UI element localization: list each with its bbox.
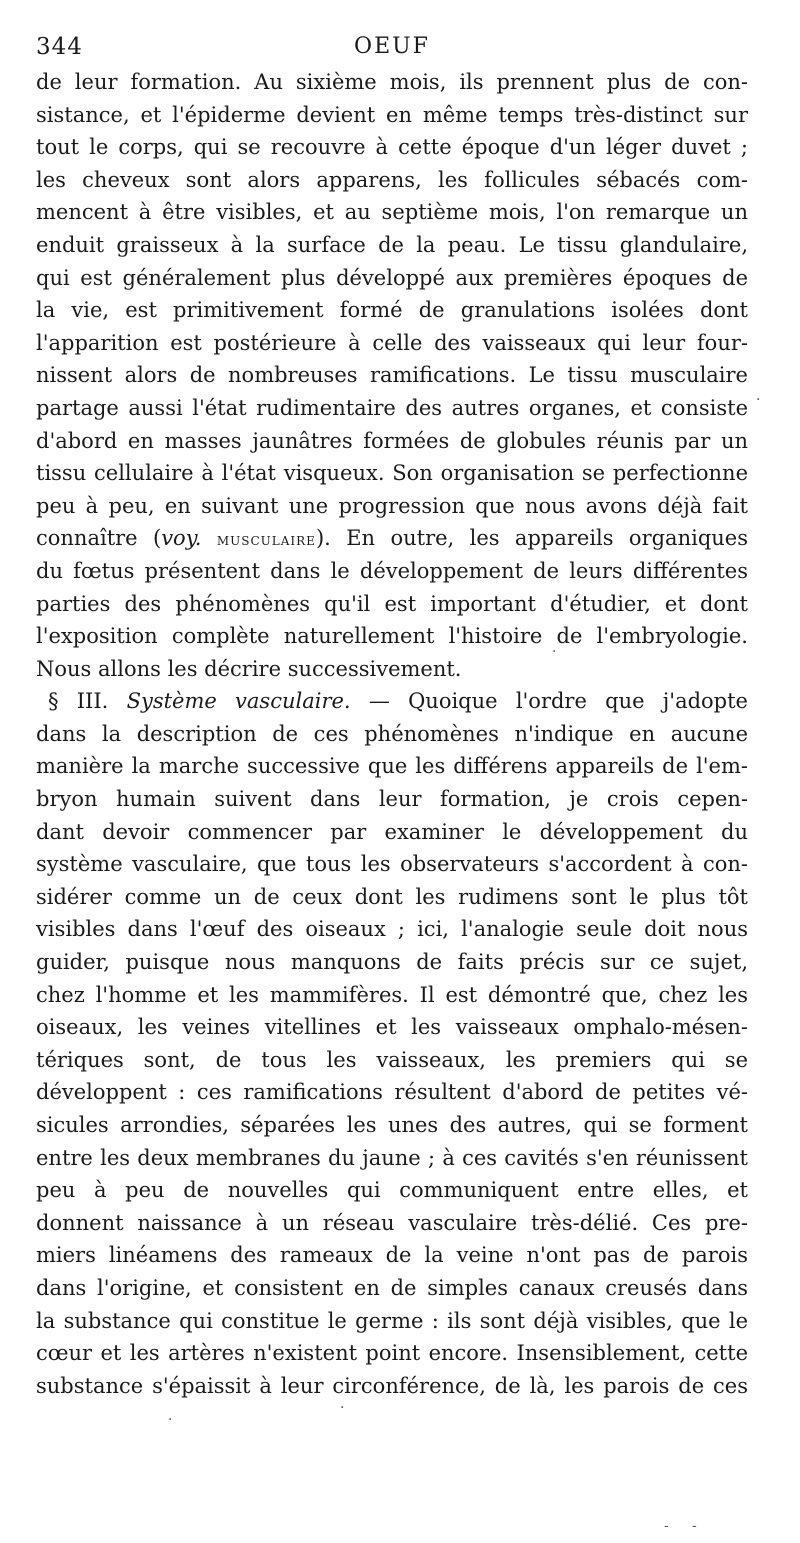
running-head: OEUF	[354, 34, 430, 59]
text-line: enduit graisseux à la surface de la peau. Le tissu glandulaire,	[36, 232, 748, 257]
margin-speck: ·	[756, 392, 761, 408]
text-fragment: ). En outre, les appareils organiques	[315, 526, 748, 551]
text-line: du fœtus présentent dans le développement de leurs différentes	[36, 558, 748, 583]
text-line: les cheveux sont alors apparens, les follicules sébacés com-	[36, 167, 748, 192]
text-line: sicules arrondies, séparées les unes des autres, qui se forment	[36, 1113, 748, 1137]
text-line: la vie, est primitivement formé de granulations isolées dont	[36, 298, 748, 323]
text-line: entre les deux membranes du jaune ; à ces cavités s'en réunissent	[36, 1145, 748, 1170]
text-line: miers linéamens des rameaux de la veine n'ont pas de parois	[36, 1243, 748, 1268]
section-number: § III.	[48, 689, 109, 714]
text-line: l'exposition complète naturellement l'histoire de l'embryologie.	[36, 624, 748, 649]
text-line: cœur et les artères n'existent point encore. Insensiblement, cette	[36, 1341, 748, 1366]
text-line: mencent à être visibles, et au septième mois, l'on remarque un	[36, 200, 748, 225]
text-line: peu à peu, en suivant une progression que nous avons déjà fait	[36, 493, 748, 518]
text-line: sidérer comme un de ceux dont les rudimens sont le plus tôt	[36, 884, 748, 909]
text-line: dans la description de ces phénomènes n'indique en aucune	[36, 721, 748, 746]
text-line: manière la marche successive que les différens appareils de l'em-	[36, 754, 748, 779]
text-line: parties des phénomènes qu'il est important d'étudier, et dont	[36, 591, 748, 616]
section-title: Système vasculaire.	[126, 689, 351, 714]
margin-speck: -	[664, 1518, 669, 1534]
text-line: chez l'homme et les mammifères. Il est démontré que, chez les	[36, 982, 748, 1007]
text-line: l'apparition est postérieure à celle des vaisseaux qui leur four-	[36, 330, 748, 355]
section-heading-line	[36, 685, 748, 718]
text-line: bryon humain suivent dans leur formation, je crois cepen-	[36, 787, 748, 812]
text-line: peu à peu de nouvelles qui communiquent entre elles, et	[36, 1178, 748, 1203]
text-line: développent : ces ramifications résultent d'abord de petites vé-	[36, 1080, 748, 1105]
text-line: visibles dans l'œuf des oiseaux ; ici, l'analogie seule doit nous	[36, 917, 748, 942]
text-line: guider, puisque nous manquons de faits précis sur ce sujet,	[36, 950, 748, 975]
text-fragment: — Quoique l'ordre que j'adopte	[350, 689, 748, 714]
text-line: tissu cellulaire à l'état visqueux. Son organisation se perfectionne	[36, 461, 748, 486]
text-line: tout le corps, qui se recouvre à cette époque d'un léger duvet ;	[36, 135, 748, 160]
text-line: sistance, et l'épiderme devient en même temps très-distinct sur	[36, 102, 748, 127]
text-line: dant devoir commencer par examiner le développement du	[36, 819, 748, 844]
text-line-cross-reference	[36, 522, 748, 555]
text-fragment: connaître (	[36, 526, 162, 551]
body-text	[36, 66, 748, 1402]
text-line-paragraph-end: Nous allons les décrire successivement.	[36, 656, 462, 681]
text-line: tériques sont, de tous les vaisseaux, les premiers qui se	[36, 1047, 748, 1072]
text-line: de leur formation. Au sixième mois, ils prennent plus de con-	[36, 70, 748, 94]
text-line: qui est généralement plus développé aux premières époques de	[36, 265, 748, 290]
text-line: oiseaux, les veines vitellines et les vaisseaux omphalo-mésen-	[36, 1015, 748, 1040]
text-line: système vasculaire, que tous les observateurs s'accordent à con-	[36, 852, 748, 877]
text-line: dans l'origine, et consistent en de simples canaux creusés dans	[36, 1275, 748, 1300]
text-line: donnent naissance à un réseau vasculaire très-délié. Ces pre-	[36, 1210, 748, 1235]
margin-speck: ·	[340, 1400, 345, 1416]
margin-speck: ·	[552, 644, 557, 660]
page-header	[36, 34, 748, 66]
text-line: nissent alors de nombreuses ramifications. Le tissu musculaire	[36, 363, 748, 388]
page-number: 344	[36, 34, 83, 60]
text-line: substance s'épaissit à leur circonférence, de là, les parois de ces	[36, 1373, 748, 1398]
voy-abbreviation: voy.	[161, 526, 202, 551]
text-line: d'abord en masses jaunâtres formées de globules réunis par un	[36, 428, 748, 453]
text-line: la substance qui constitue le germe : ils sont déjà visibles, que le	[36, 1308, 748, 1333]
margin-speck: -	[692, 1518, 697, 1534]
cross-reference-musculaire: musculaire	[216, 530, 316, 551]
text-line: partage aussi l'état rudimentaire des autres organes, et consiste	[36, 395, 748, 420]
margin-speck: ·	[168, 1412, 173, 1428]
